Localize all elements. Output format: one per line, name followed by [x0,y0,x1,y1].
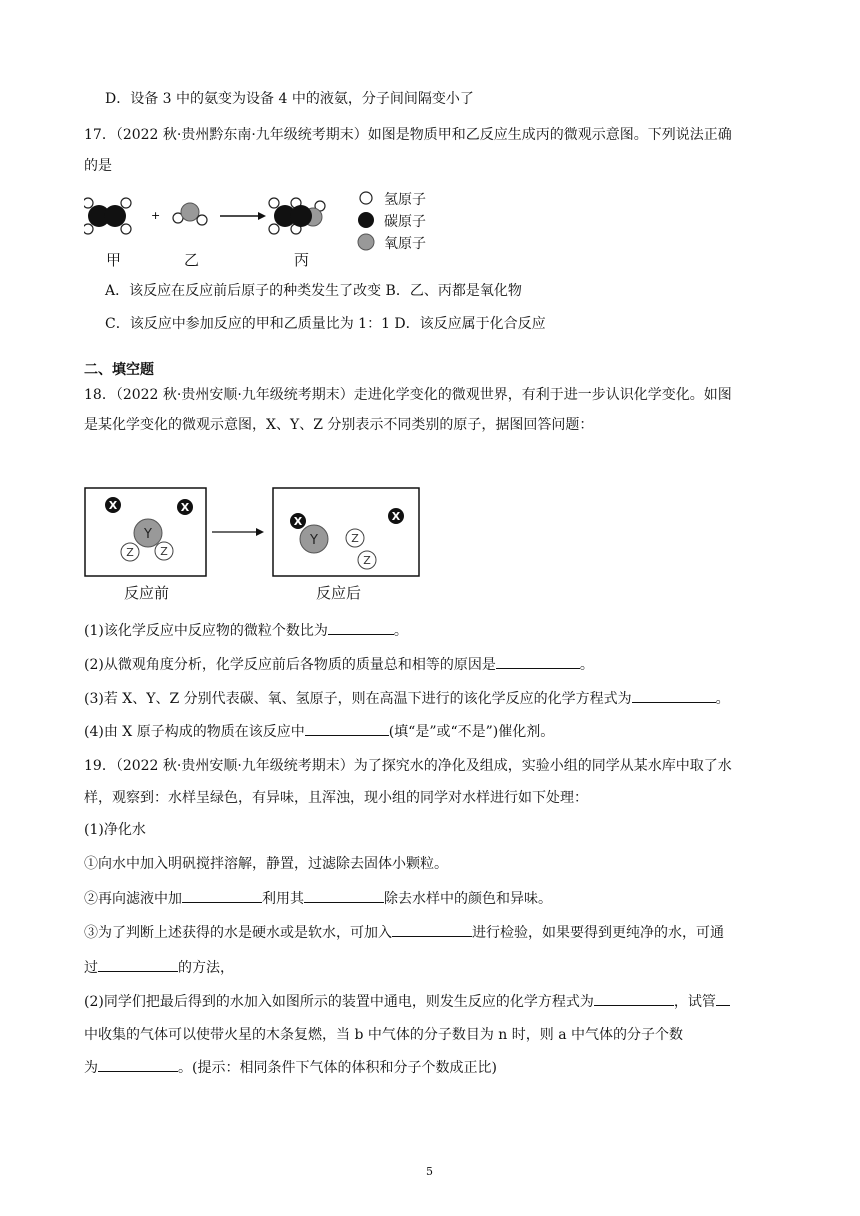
q18-reaction-figure [84,487,424,605]
q19-stem-line2: 样，观察到：水样呈绿色，有异味，且浑浊，现小组的同学对水样进行如下处理： [84,790,588,806]
answer-blank[interactable] [182,888,262,903]
q19-part2-line3: 为 。(提示：相同条件下气体的体积和分子个数成正比) [84,1057,497,1078]
q19-part2-line2: 中收集的气体可以使带火星的木条复燃，当 b 中气体的分子数目为 n 时，则 a 中气体的分子个数 [84,1027,684,1043]
q19-step3-line1: ③为了判断上述获得的水是硬水或是软水，可加入 进行检验，如果要得到更纯净的水，可通 [84,922,724,943]
atom-y-2: Y [310,533,318,548]
page-number: 5 [426,1165,433,1178]
q19-part1-title: (1)净化水 [84,822,146,838]
reaction-arrow [220,212,266,220]
label-bing: 丙 [294,251,310,269]
q19-step2: ②再向滤液中加 利用其 除去水样中的颜色和异味。 [84,888,552,909]
answer-blank[interactable] [632,688,716,703]
atom-x-1: X [108,499,118,512]
answer-blank[interactable] [328,620,394,635]
legend-hydrogen: 氢原子 [384,192,426,208]
after-box [273,488,419,576]
legend-carbon: 碳原子 [384,214,426,230]
atom-x-2: X [180,501,190,514]
legend-hydrogen-symbol [360,192,372,204]
legend-oxygen: 氧原子 [384,236,426,252]
q18-stem-line2: 是某化学变化的微观示意图，X、Y、Z 分别表示不同类别的原子，据图回答问题： [84,417,594,433]
section-title: 二、填空题 [84,362,154,378]
molecule-jia [84,198,131,234]
answer-blank[interactable] [392,922,472,937]
q18-part4: (4)由 X 原子构成的物质在该反应中 (填“是”或“不是”)催化剂。 [84,721,554,742]
q17-reaction-figure [84,186,444,276]
q19-part2-line1: (2)同学们把最后得到的水加入如图所示的装置中通电，则发生反应的化学方程式为 ，试管 [84,991,730,1012]
q18-part1: (1)该化学反应中反应物的微粒个数比为 。 [84,620,408,641]
q17-option-ab: A．该反应在反应前后原子的种类发生了改变 B．乙、丙都是氧化物 [105,283,522,299]
q19-stem-line1: 19．（2022 秋·贵州安顺·九年级统考期末）为了探究水的净化及组成，实验小组的同学从某水库中取了水 [84,758,732,774]
q16-option-d: D．设备 3 中的氨变为设备 4 中的液氨，分子间间隔变小了 [105,91,474,107]
answer-blank[interactable] [98,1057,178,1072]
answer-blank[interactable] [304,888,384,903]
answer-blank[interactable] [98,957,178,972]
q17-stem-line1: 17．（2022 秋·贵州黔东南·九年级统考期末）如图是物质甲和乙反应生成丙的微观示意图。下列说法正确 [84,127,732,143]
after-label: 反应后 [316,584,362,602]
atom-x-4: X [391,510,401,523]
label-yi: 乙 [184,251,200,269]
atom-z-3: Z [351,532,359,545]
atom-z-2: Z [160,545,168,558]
answer-blank[interactable] [594,991,674,1006]
q17-option-cd: C．该反应中参加反应的甲和乙质量比为 1：1 D．该反应属于化合反应 [105,316,546,332]
legend-symbols [358,192,374,250]
answer-blank[interactable] [305,721,389,736]
before-label: 反应前 [124,584,170,602]
legend-carbon-symbol [358,212,374,228]
answer-blank[interactable] [716,991,730,1006]
molecule-yi [173,203,207,225]
plus-sign: + [151,209,161,222]
label-jia: 甲 [106,251,122,269]
atom-z-4: Z [363,554,371,567]
q19-step1: ①向水中加入明矾搅拌溶解，静置，过滤除去固体小颗粒。 [84,856,448,872]
atom-y-1: Y [144,527,152,542]
q19-step3-line2: 过 的方法， [84,957,234,978]
q18-stem-line1: 18．（2022 秋·贵州安顺·九年级统考期末）走进化学变化的微观世界，有利于进一步认识化学变化。如图 [84,387,732,403]
atom-z-1: Z [126,546,134,559]
q18-part3: (3)若 X、Y、Z 分别代表碳、氧、氢原子，则在高温下进行的该化学反应的化学方程式为 。 [84,688,730,709]
answer-blank[interactable] [496,654,580,669]
q18-part2: (2)从微观角度分析，化学反应前后各物质的质量总和相等的原因是 。 [84,654,594,675]
atom-x-3: X [293,515,303,528]
q17-stem-line2: 的是 [84,158,112,174]
legend-oxygen-symbol [358,234,374,250]
molecule-bing [269,198,325,234]
